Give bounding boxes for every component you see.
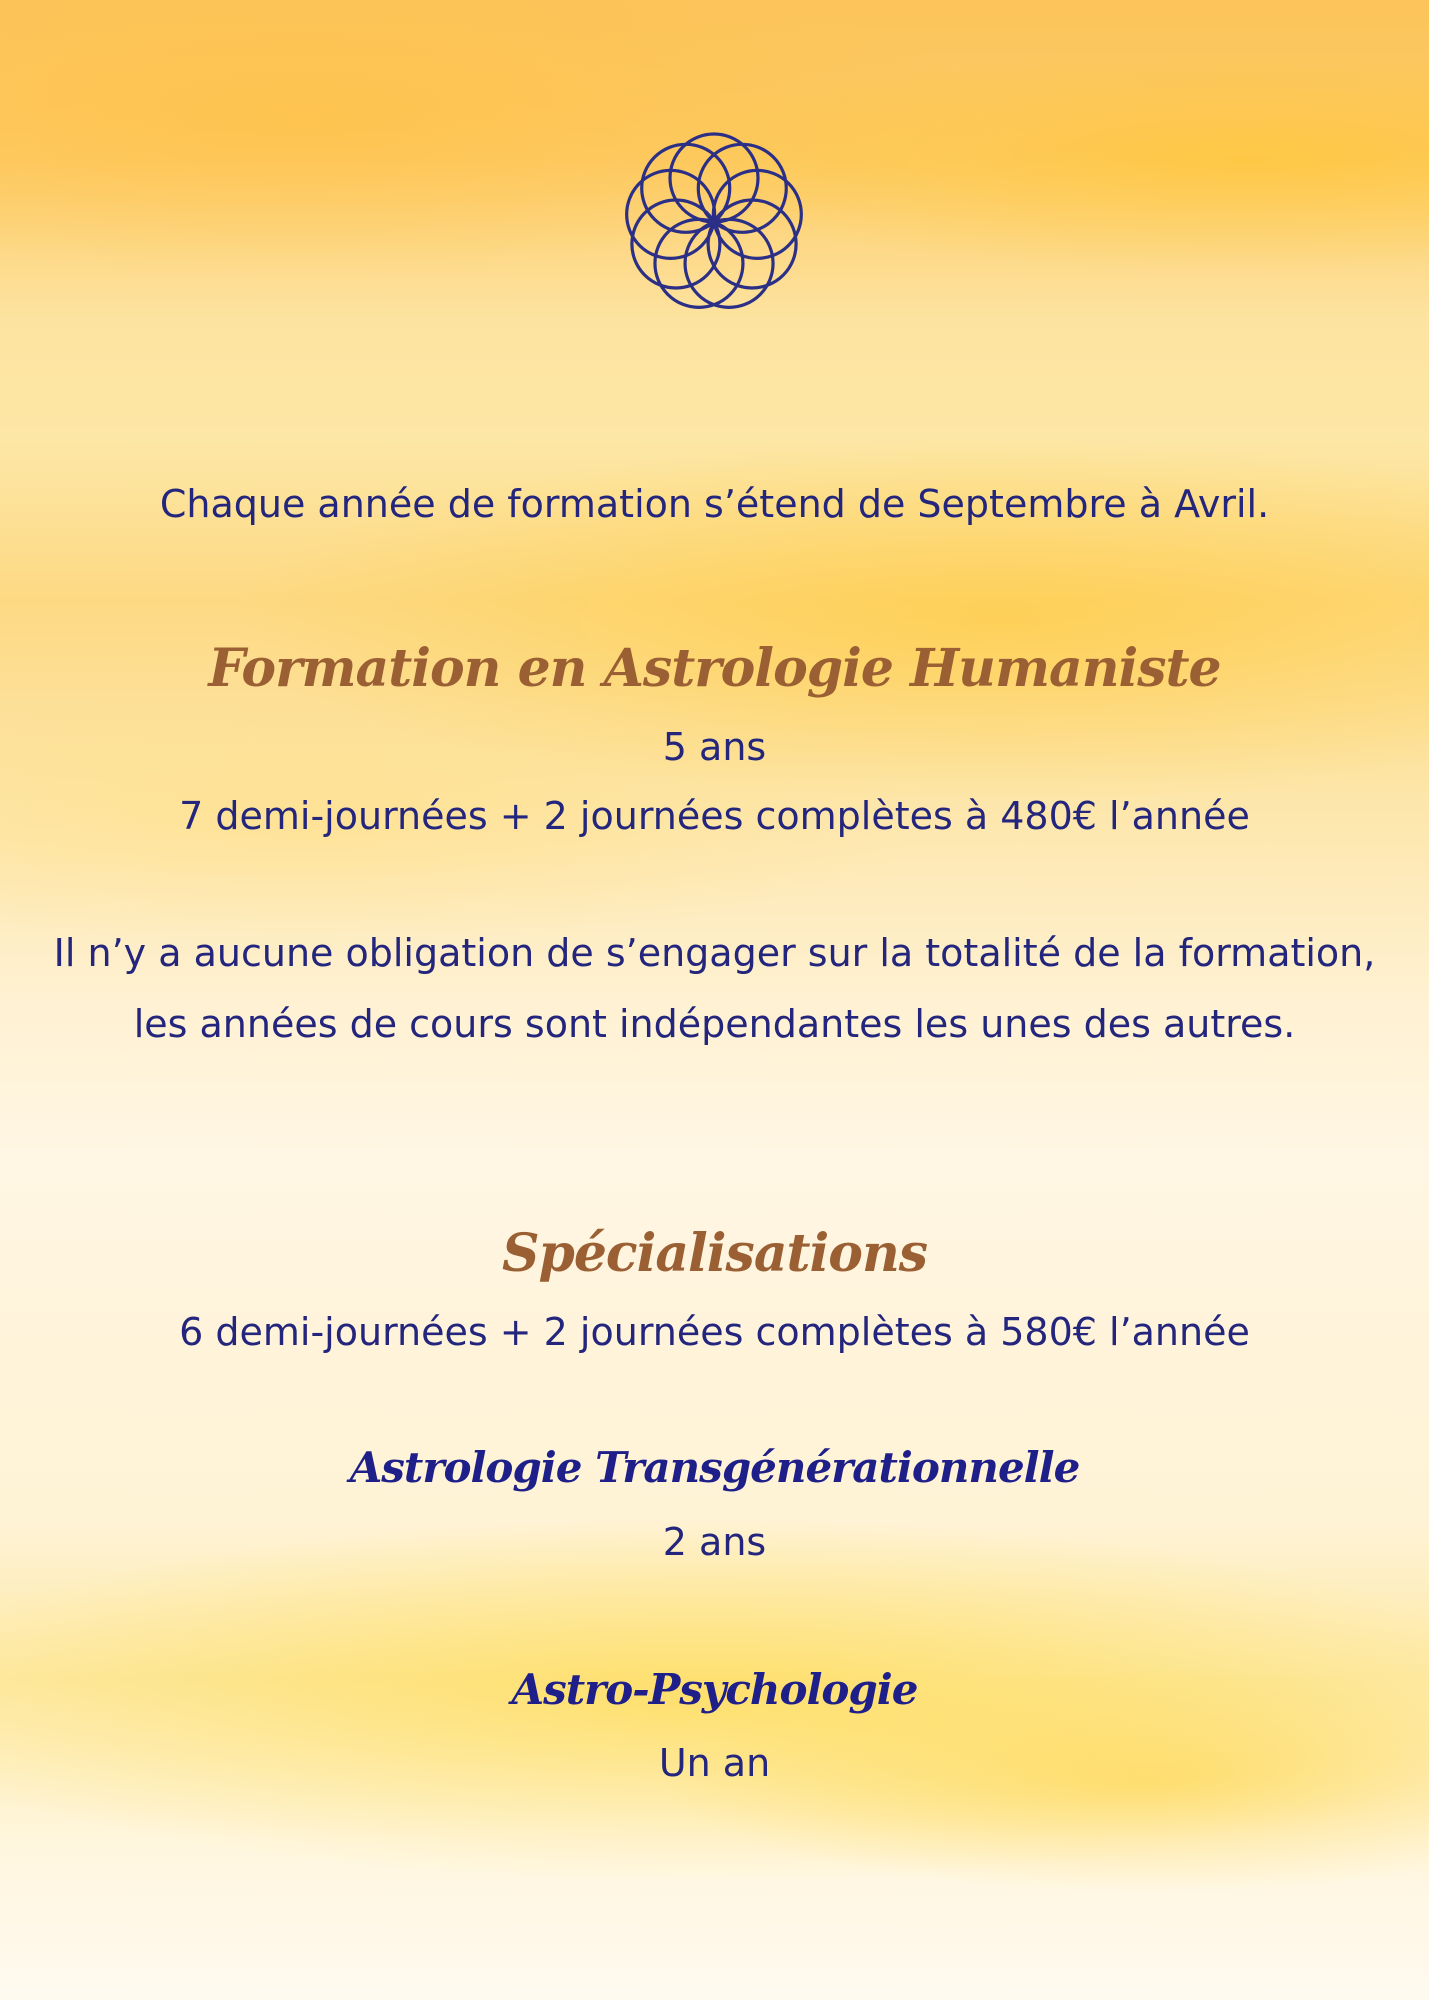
formation-duration: 5 ans — [662, 725, 767, 769]
specialisation-name: Astrologie Transgénérationnelle — [349, 1443, 1080, 1492]
formation-schedule: 7 demi-journées + 2 journées complètes à 480€ l’année — [179, 794, 1250, 838]
specialisation-duration: 2 ans — [662, 1520, 767, 1564]
logo-circle — [642, 144, 730, 232]
formation-note-line-2: les années de cours sont indépendantes les unes des autres. — [133, 1002, 1296, 1046]
intro-text: Chaque année de formation s’étend de Septembre à Avril. — [159, 482, 1270, 526]
specialisations-schedule: 6 demi-journées + 2 journées complètes à 580€ l’année — [179, 1310, 1250, 1354]
formation-title: Formation en Astrologie Humaniste — [208, 638, 1221, 699]
specialisation-duration: Un an — [658, 1741, 771, 1785]
specialisation-name: Astro-Psychologie — [511, 1665, 918, 1714]
formation-note-line-1: Il n’y a aucune obligation de s’engager sur la totalité de la formation, — [53, 931, 1376, 975]
spiral-circles-icon — [614, 122, 814, 322]
specialisations-title: Spécialisations — [501, 1223, 928, 1284]
